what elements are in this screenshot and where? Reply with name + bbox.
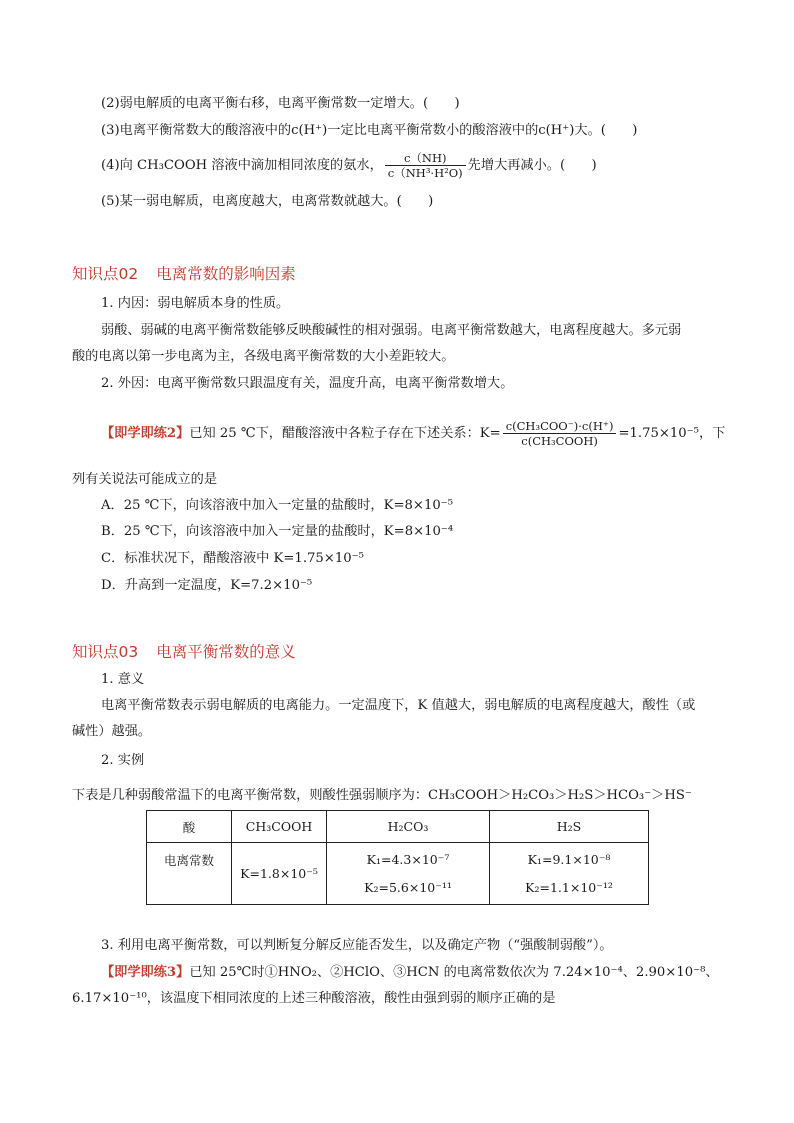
exercise-2-stem-before: 已知 25 ℃下，醋酸溶液中各粒子存在下述关系：K= xyxy=(189,426,501,441)
exercise-3-stem-line-1 xyxy=(101,963,719,983)
section-03-point-1: 1. 意义 xyxy=(101,672,145,687)
item4-text-after: 先增大再减小。( ) xyxy=(467,158,597,173)
table-header-ch3cooh: CH₃COOH xyxy=(232,811,327,843)
table-cell-h2co3 xyxy=(327,843,490,905)
table-header-acid: 酸 xyxy=(147,811,232,843)
section-03-heading xyxy=(72,640,296,662)
judgment-item-2: (2)弱电解质的电离平衡右移，电离平衡常数一定增大。( ) xyxy=(101,96,460,111)
section-03-point-3: 3. 利用电离平衡常数，可以判断复分解反应能否发生，以及确定产物（“强酸制弱酸”）。 xyxy=(101,938,613,953)
section-03-paragraph-line-1: 电离平衡常数表示弱电解质的电离能力。一定温度下，K 值越大，弱电解质的电离程度越大，酸性（或 xyxy=(101,698,696,713)
h2co3-k1: K₁=4.3×10⁻⁷ xyxy=(366,851,450,867)
item4-denominator: c（NH³·H²O) xyxy=(387,166,463,180)
ionization-constants-table xyxy=(146,810,649,905)
section-02-heading xyxy=(72,262,296,284)
table-header-h2s: H₂S xyxy=(490,811,649,843)
section-02-label: 知识点02 xyxy=(72,265,139,283)
exercise-2-option-c: C．标准状况下，醋酸溶液中 K=1.75×10⁻⁵ xyxy=(101,551,364,566)
section-02-title: 电离常数的影响因素 xyxy=(156,265,296,283)
section-03-label: 知识点03 xyxy=(72,643,139,661)
judgment-item-4 xyxy=(101,146,597,186)
item4-fraction xyxy=(385,151,466,180)
section-02-point-1: 1. 内因：弱电解质本身的性质。 xyxy=(101,296,290,311)
h2s-k2: K₂=1.1×10⁻¹² xyxy=(525,879,613,895)
judgment-item-5: (5)某一弱电解质，电离度越大，电离常数就越大。( ) xyxy=(101,194,434,209)
table-caption: 下表是几种弱酸常温下的电离平衡常数，则酸性强弱顺序为：CH₃COOH＞H₂CO₃＞H₂S＞HCO₃⁻＞HS⁻ xyxy=(72,788,692,803)
exercise-2-option-d: D．升高到一定温度，K=7.2×10⁻⁵ xyxy=(101,578,313,593)
table-header-h2co3: H₂CO₃ xyxy=(327,811,490,843)
exercise-2-tag: 【即学即练2】 xyxy=(101,426,190,441)
table-header-row xyxy=(147,811,649,843)
section-02-paragraph-line-2: 酸的电离以第一步电离为主，各级电离平衡常数的大小差距较大。 xyxy=(72,349,455,364)
table-cell-ch3cooh: K=1.8×10⁻⁵ xyxy=(232,843,327,905)
table-cell-h2s xyxy=(490,843,649,905)
table-row xyxy=(147,843,649,905)
exercise-2-stem-after: =1.75×10⁻⁵，下 xyxy=(618,426,726,441)
section-02-paragraph-line-1: 弱酸、弱碱的电离平衡常数能够反映酸碱性的相对强弱。电离平衡常数越大，电离程度越大。多元弱 xyxy=(101,323,682,338)
exercise-2-numerator: c(CH₃COO⁻)·c(H⁺) xyxy=(503,419,617,434)
section-03-title: 电离平衡常数的意义 xyxy=(156,643,296,661)
h2s-k1: K₁=9.1×10⁻⁸ xyxy=(527,851,611,867)
section-03-point-2: 2. 实例 xyxy=(101,753,145,768)
item4-text-before: (4)向 CH₃COOH 溶液中滴加相同浓度的氨水， xyxy=(101,158,383,173)
section-03-paragraph-line-2: 碱性）越强。 xyxy=(72,724,152,739)
exercise-2-stem-line-2: 列有关说法可能成立的是 xyxy=(72,472,218,487)
judgment-item-3: (3)电离平衡常数大的酸溶液中的c(H⁺)一定比电离平衡常数小的酸溶液中的c(H⁺)大。( ) xyxy=(101,123,638,138)
exercise-2-denominator: c(CH₃COOH) xyxy=(521,434,598,448)
exercise-2-option-b: B．25 ℃下，向该溶液中加入一定量的盐酸时，K=8×10⁻⁴ xyxy=(101,524,454,539)
exercise-2-fraction xyxy=(503,419,617,448)
item4-numerator: c（NH) xyxy=(385,151,466,166)
exercise-2-stem xyxy=(101,414,725,454)
exercise-2-option-a: A．25 ℃下，向该溶液中加入一定量的盐酸时，K=8×10⁻⁵ xyxy=(101,498,453,513)
exercise-3-stem-line-2: 6.17×10⁻¹⁰，该温度下相同浓度的上述三种酸溶液，酸性由强到弱的顺序正确的是 xyxy=(72,991,556,1006)
exercise-3-tag: 【即学即练3】 xyxy=(101,965,190,980)
exercise-3-stem-text: 已知 25℃时①HNO₂、②HClO、③HCN 的电离常数依次为 7.24×10⁻⁴、2.90×10⁻⁸、 xyxy=(189,965,719,980)
section-02-point-2: 2. 外因：电离平衡常数只跟温度有关，温度升高，电离平衡常数增大。 xyxy=(101,376,514,391)
table-row-label: 电离常数 xyxy=(147,843,232,905)
h2co3-k2: K₂=5.6×10⁻¹¹ xyxy=(364,879,452,895)
